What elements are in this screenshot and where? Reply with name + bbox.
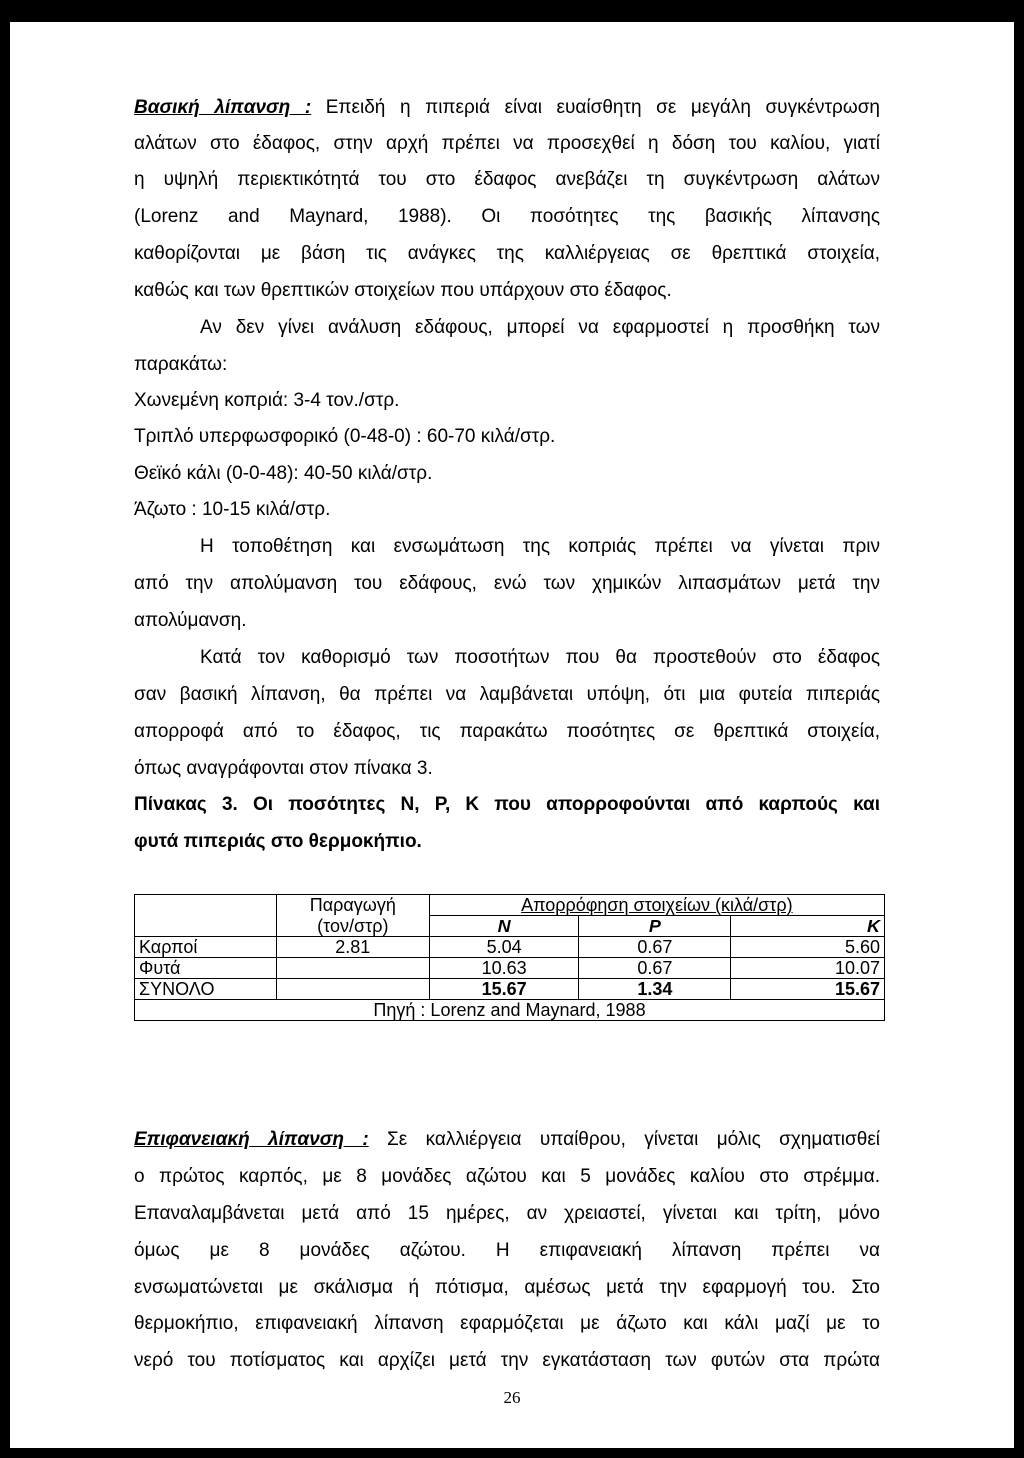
paragraph-line: καθορίζονται με βάση τις ανάγκες της καλλιέργειας σε θρεπτικά στοιχεία, (134, 243, 880, 264)
phosphorus-cell: 1.34 (579, 979, 731, 1000)
table-header-row (135, 895, 885, 916)
table-row (135, 937, 885, 958)
phosphorus-header: Ρ (579, 916, 731, 937)
document-page (10, 22, 1014, 1448)
potassium-cell: 5.60 (731, 937, 885, 958)
paragraph-line: (Lorenz and Maynard, 1988). Οι ποσότητες της βασικής λίπανσης (134, 206, 880, 227)
paragraph-line: ο πρώτος καρπός, με 8 μονάδες αζώτου και 5 μονάδες καλίου στο στρέμμα. (134, 1166, 880, 1187)
paragraph-line: απολύμανση. (134, 610, 247, 631)
nitrogen-cell: 15.67 (429, 979, 579, 1000)
section-heading-surface-fertilization: Επιφανειακή λίπανση : (134, 1129, 369, 1150)
page-number: 26 (503, 1388, 521, 1407)
paragraph-line: Κατά τον καθορισμό των ποσοτήτων που θα προστεθούν στο έδαφος (200, 647, 880, 668)
paragraph-line: παρακάτω: (134, 354, 228, 375)
list-item: Θεϊκό κάλι (0-0-48): 40-50 κιλά/στρ. (134, 463, 433, 484)
nutrient-table (134, 894, 885, 1021)
list-item: Τριπλό υπερφωσφορικό (0-48-0) : 60-70 κιλά/στρ. (134, 426, 556, 447)
paragraph-line: Η τοποθέτηση και ενσωμάτωση της κοπριάς πρέπει να γίνεται πριν (200, 536, 880, 557)
table-row (135, 958, 885, 979)
paragraph-line: η υψηλή περιεκτικότητά του στο έδαφος ανεβάζει τη συγκέντρωση αλάτων (134, 169, 880, 190)
paragraph-line: νερό του ποτίσματος και αρχίζει μετά την εγκατάσταση των φυτών στα πρώτα (134, 1350, 880, 1371)
section-heading-basic-fertilization: Βασική λίπανση : (134, 97, 312, 118)
potassium-header: Κ (731, 916, 885, 937)
row-label: ΣΥΝΟΛΟ (135, 979, 277, 1000)
row-label: Φυτά (135, 958, 277, 979)
production-unit-header: (τον/στρ) (276, 916, 429, 937)
paragraph-line: Βασική λίπανση : Επειδή η πιπεριά είναι ευαίσθητη σε μεγάλη συγκέντρωση (134, 97, 880, 118)
paragraph-line: σαν βασική λίπανση, θα πρέπει να λαμβάνεται υπόψη, ότι μια φυτεία πιπεριάς (134, 684, 880, 705)
phosphorus-cell: 0.67 (579, 937, 731, 958)
table-source-row (135, 1000, 885, 1021)
list-item: Άζωτο : 10-15 κιλά/στρ. (134, 499, 331, 520)
nitrogen-cell: 5.04 (429, 937, 579, 958)
table-row (135, 979, 885, 1000)
potassium-cell: 10.07 (731, 958, 885, 979)
potassium-cell: 15.67 (731, 979, 885, 1000)
absorption-header: Απορρόφηση στοιχείων (κιλά/στρ) (429, 895, 884, 916)
table-source: Πηγή : Lorenz and Maynard, 1988 (135, 1000, 885, 1021)
list-item: Χωνεμένη κοπριά: 3-4 τον./στρ. (134, 390, 400, 411)
production-header: Παραγωγή (276, 895, 429, 916)
row-label: Καρποί (135, 937, 277, 958)
paragraph-line: απορροφά από το έδαφος, τις παρακάτω ποσότητες σε θρεπτικά στοιχεία, (134, 721, 880, 742)
paragraph-line: θερμοκήπιο, επιφανειακή λίπανση εφαρμόζεται με άζωτο και κάλι μαζί με το (134, 1313, 880, 1334)
production-cell: 2.81 (276, 937, 429, 958)
paragraph-line: Αν δεν γίνει ανάλυση εδάφους, μπορεί να εφαρμοστεί η προσθήκη των (200, 317, 880, 338)
paragraph-line: καθώς και των θρεπτικών στοιχείων που υπάρχουν στο έδαφος. (134, 280, 672, 301)
production-cell (276, 958, 429, 979)
nitrogen-cell: 10.63 (429, 958, 579, 979)
nitrogen-header: Ν (429, 916, 579, 937)
paragraph-line: Επαναλαμβάνεται μετά από 15 ημέρες, αν χρειαστεί, γίνεται και τρίτη, μόνο (134, 1203, 880, 1224)
table-caption: φυτά πιπεριάς στο θερμοκήπιο. (134, 831, 422, 852)
paragraph-line: αλάτων στο έδαφος, στην αρχή πρέπει να προσεχθεί η δόση του καλίου, γιατί (134, 133, 880, 154)
table-corner-cell (135, 916, 277, 937)
paragraph-line: ενσωματώνεται με σκάλισμα ή πότισμα, αμέσως μετά την εφαρμογή του. Στο (134, 1277, 880, 1298)
paragraph-line: όπως αναγράφονται στον πίνακα 3. (134, 758, 433, 779)
table-subheader-row (135, 916, 885, 937)
paragraph-line: από την απολύμανση του εδάφους, ενώ των χημικών λιπασμάτων μετά την (134, 573, 880, 594)
phosphorus-cell: 0.67 (579, 958, 731, 979)
paragraph-line: Επιφανειακή λίπανση : Σε καλλιέργεια υπαίθρου, γίνεται μόλις σχηματισθεί (134, 1129, 880, 1150)
production-cell (276, 979, 429, 1000)
table-corner-cell (135, 895, 277, 916)
paragraph-line: όμως με 8 μονάδες αζώτου. Η επιφανειακή λίπανση πρέπει να (134, 1240, 880, 1261)
table-caption: Πίνακας 3. Οι ποσότητες Ν, Ρ, Κ που απορροφούνται από καρπούς και (134, 794, 880, 815)
